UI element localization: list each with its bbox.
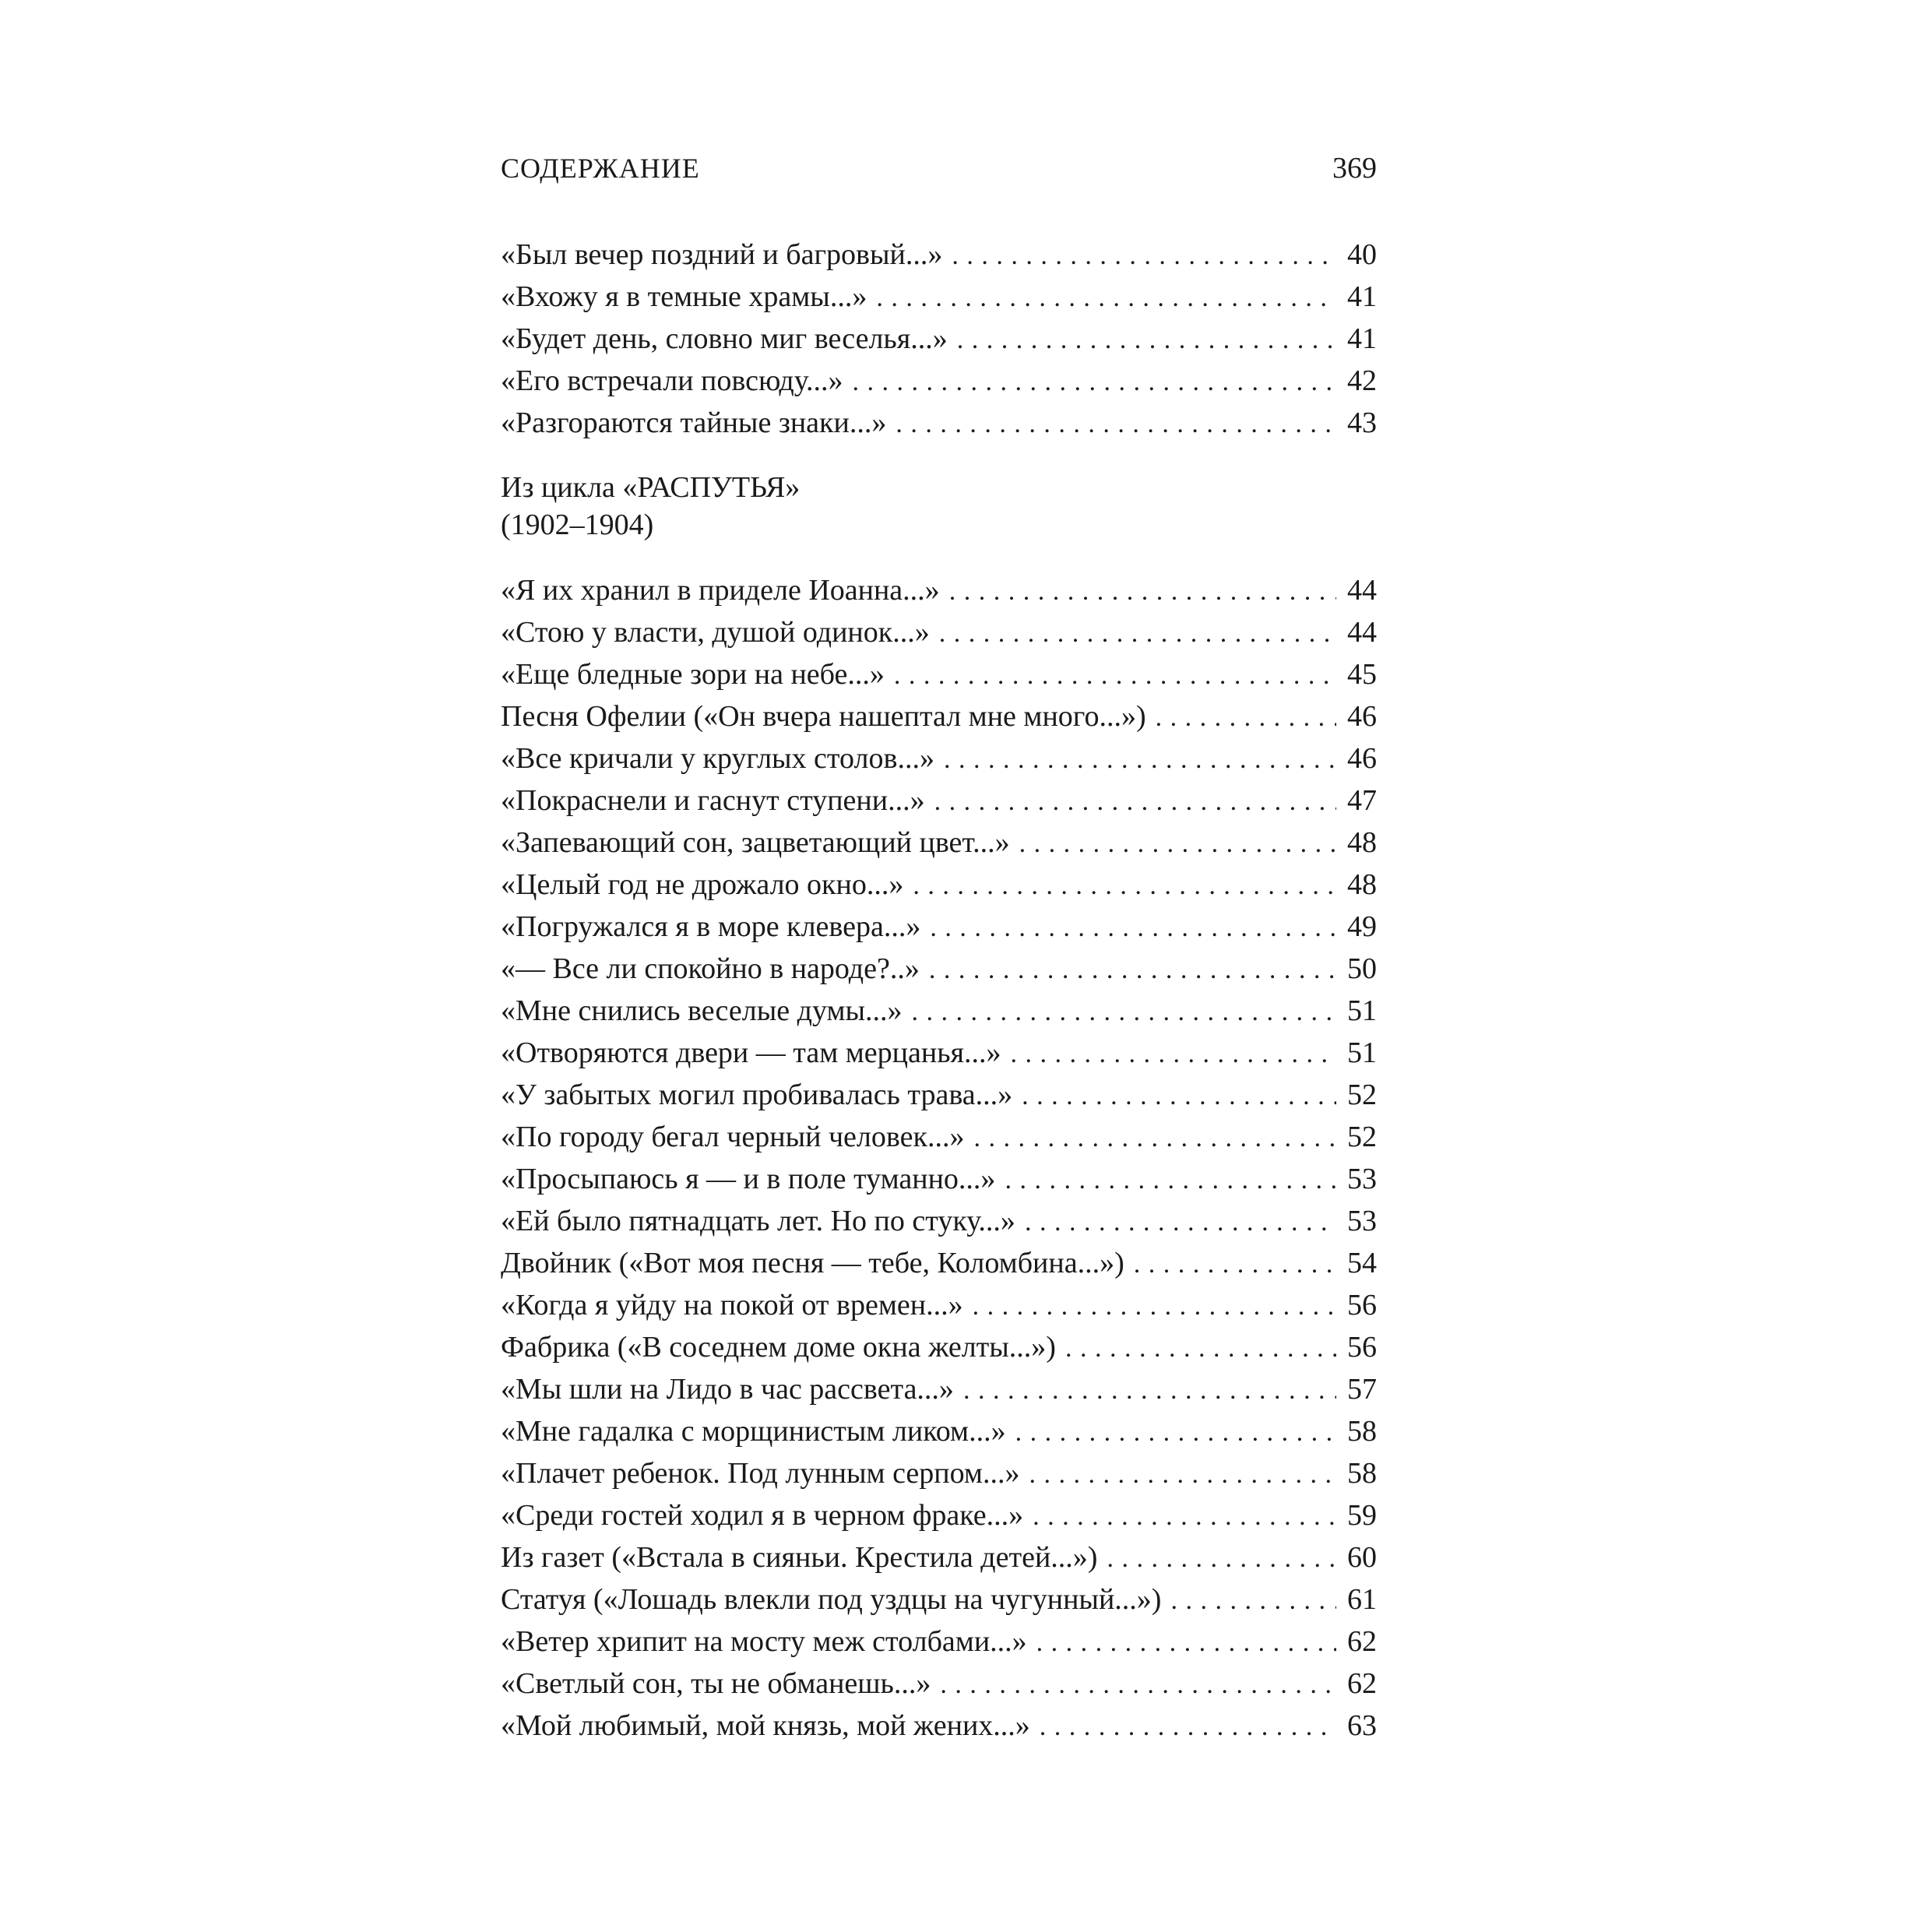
toc-entry: [501, 1074, 1377, 1116]
toc-entry: [501, 864, 1377, 906]
entry-title: «Среди гостей ходил я в черном фраке...»: [501, 1499, 1024, 1532]
section-years: (1902–1904): [501, 509, 654, 541]
dot-leader: [934, 781, 1336, 823]
toc-entry: [501, 360, 1377, 402]
toc-entry: [501, 1158, 1377, 1200]
entry-page-number: 47: [1347, 784, 1377, 817]
entry-page-number: 52: [1347, 1121, 1377, 1153]
toc-entry: [501, 1116, 1377, 1158]
toc-entry: [501, 906, 1377, 948]
entry-title: «Ветер хрипит на мосту меж столбами...»: [501, 1625, 1027, 1658]
dot-leader: [894, 655, 1336, 697]
entry-page-number: 54: [1347, 1247, 1377, 1279]
entry-title: Песня Офелии («Он вчера нашептал мне много...»): [501, 700, 1146, 733]
entry-page-number: 48: [1347, 826, 1377, 859]
entry-title: «Мой любимый, мой князь, мой жених...»: [501, 1709, 1030, 1742]
page-header: [501, 146, 1377, 190]
entry-page-number: 58: [1347, 1415, 1377, 1448]
entry-page-number: 41: [1347, 280, 1377, 313]
toc-entry: [501, 737, 1377, 779]
entry-page-number: 43: [1347, 406, 1377, 439]
entry-page-number: 53: [1347, 1205, 1377, 1237]
entry-title: «Целый год не дрожало окно...»: [501, 868, 904, 901]
dot-leader: [852, 361, 1336, 403]
toc-entry: [501, 611, 1377, 653]
entry-page-number: 56: [1347, 1331, 1377, 1364]
entry-title: «Просыпаюсь я — и в поле туманно...»: [501, 1163, 996, 1195]
entry-page-number: 62: [1347, 1667, 1377, 1700]
entry-page-number: 50: [1347, 952, 1377, 985]
toc-entry: [501, 1242, 1377, 1284]
toc-entry: [501, 1536, 1377, 1578]
dot-leader: [1134, 1244, 1336, 1286]
entry-page-number: 56: [1347, 1289, 1377, 1321]
entry-page-number: 61: [1347, 1583, 1377, 1616]
dot-leader: [913, 865, 1336, 907]
entry-title: «Запевающий сон, зацветающий цвет...»: [501, 826, 1010, 859]
entry-page-number: 53: [1347, 1163, 1377, 1195]
entry-title: Из газет («Встала в сияньи. Крестила детей...»): [501, 1541, 1098, 1574]
dot-leader: [1025, 1202, 1336, 1244]
dot-leader: [896, 403, 1336, 445]
entry-title: Фабрика («В соседнем доме окна желты...»): [501, 1331, 1056, 1364]
entry-page-number: 62: [1347, 1625, 1377, 1658]
dot-leader: [1033, 1496, 1336, 1538]
toc-entry: [501, 1032, 1377, 1074]
entry-title: «У забытых могил пробивалась трава...»: [501, 1079, 1013, 1111]
toc-entry: [501, 990, 1377, 1032]
entry-title: «Разгораются тайные знаки...»: [501, 406, 887, 439]
entry-title: «Мне гадалка с морщинистым ликом...»: [501, 1415, 1006, 1448]
entry-title: «Стою у власти, душой одинок...»: [501, 616, 930, 649]
entry-title: Двойник («Вот моя песня — тебе, Коломбина...»): [501, 1247, 1124, 1279]
entry-title: «Мне снились веселые думы...»: [501, 994, 903, 1027]
entry-title: «По городу бегал черный человек...»: [501, 1121, 965, 1153]
entry-title: «Ей было пятнадцать лет. Но по стуку...»: [501, 1205, 1015, 1237]
toc-group-2: [501, 569, 1377, 1747]
dot-leader: [1005, 1160, 1336, 1202]
dot-leader: [963, 1370, 1336, 1412]
toc-entry: [501, 1200, 1377, 1242]
entry-page-number: 60: [1347, 1541, 1377, 1574]
toc-entry: [501, 948, 1377, 990]
toc-entry: [501, 1452, 1377, 1494]
section-title: Из цикла «РАСПУТЬЯ»: [501, 471, 801, 504]
toc-entry: [501, 1368, 1377, 1410]
dot-leader: [1156, 697, 1336, 739]
toc-entry: [501, 569, 1377, 611]
dot-leader: [1022, 1075, 1336, 1117]
dot-leader: [930, 907, 1336, 949]
entry-title: «Был вечер поздний и багровый...»: [501, 238, 943, 271]
dot-leader: [912, 991, 1336, 1033]
entry-title: Статуя («Лошадь влекли под уздцы на чугунный...»): [501, 1583, 1162, 1616]
entry-title: «Когда я уйду на покой от времен...»: [501, 1289, 963, 1321]
entry-title: «Его встречали повсюду...»: [501, 364, 843, 397]
entry-title: «Я их хранил в приделе Иоанна...»: [501, 574, 940, 607]
entry-title: «Покраснели и гаснут ступени...»: [501, 784, 925, 817]
entry-title: «Светлый сон, ты не обманешь...»: [501, 1667, 931, 1700]
dot-leader: [1036, 1622, 1336, 1664]
entry-page-number: 46: [1347, 700, 1377, 733]
entry-title: «Еще бледные зори на небе...»: [501, 658, 885, 691]
dot-leader: [1107, 1538, 1336, 1580]
entry-page-number: 48: [1347, 868, 1377, 901]
dot-leader: [940, 1664, 1336, 1706]
toc-entry: [501, 1705, 1377, 1747]
dot-leader: [973, 1117, 1336, 1160]
toc-entry: [501, 1663, 1377, 1705]
entry-page-number: 52: [1347, 1079, 1377, 1111]
toc-entry: [501, 822, 1377, 864]
dot-leader: [1170, 1580, 1336, 1622]
dot-leader: [1029, 1454, 1336, 1496]
toc-entry: [501, 276, 1377, 318]
toc-entry: [501, 1621, 1377, 1663]
entry-title: «Отворяются двери — там мерцанья...»: [501, 1036, 1001, 1069]
entry-page-number: 42: [1347, 364, 1377, 397]
dot-leader: [876, 277, 1336, 319]
toc-entry: [501, 402, 1377, 444]
entry-page-number: 57: [1347, 1373, 1377, 1406]
toc-group-1: [501, 234, 1377, 444]
entry-page-number: 59: [1347, 1499, 1377, 1532]
entry-page-number: 40: [1347, 238, 1377, 271]
toc-entry: [501, 653, 1377, 695]
entry-page-number: 49: [1347, 910, 1377, 943]
entry-page-number: 46: [1347, 742, 1377, 775]
dot-leader: [944, 739, 1336, 781]
entry-page-number: 51: [1347, 1036, 1377, 1069]
running-head: СОДЕРЖАНИЕ: [501, 153, 700, 184]
entry-title: «Все кричали у круглых столов...»: [501, 742, 934, 775]
dot-leader: [949, 571, 1336, 613]
entry-title: «Погружался я в море клевера...»: [501, 910, 921, 943]
entry-title: «Мы шли на Лидо в час рассвета...»: [501, 1373, 954, 1406]
section-heading: [501, 469, 800, 544]
toc-entry: [501, 1326, 1377, 1368]
dot-leader: [1019, 823, 1336, 865]
dot-leader: [929, 949, 1336, 991]
entry-title: «— Все ли спокойно в народе?..»: [501, 952, 920, 985]
entry-page-number: 41: [1347, 322, 1377, 355]
entry-page-number: 51: [1347, 994, 1377, 1027]
entry-page-number: 45: [1347, 658, 1377, 691]
entry-page-number: 44: [1347, 616, 1377, 649]
toc-entry: [501, 1578, 1377, 1621]
toc-entry: [501, 1410, 1377, 1452]
entry-title: «Вхожу я в темные храмы...»: [501, 280, 867, 313]
dot-leader: [973, 1286, 1336, 1328]
dot-leader: [1015, 1412, 1336, 1454]
toc-entry: [501, 779, 1377, 822]
toc-entry: [501, 318, 1377, 360]
dot-leader: [1011, 1033, 1336, 1075]
dot-leader: [939, 613, 1336, 655]
dot-leader: [952, 235, 1336, 277]
dot-leader: [1065, 1328, 1336, 1370]
toc-entry: [501, 695, 1377, 737]
toc-entry: [501, 1494, 1377, 1536]
entry-page-number: 58: [1347, 1457, 1377, 1490]
entry-page-number: 44: [1347, 574, 1377, 607]
entry-page-number: 63: [1347, 1709, 1377, 1742]
entry-title: «Будет день, словно миг веселья...»: [501, 322, 948, 355]
entry-title: «Плачет ребенок. Под лунным серпом...»: [501, 1457, 1020, 1490]
dot-leader: [957, 319, 1336, 361]
toc-entry: [501, 1284, 1377, 1326]
page-number: 369: [1332, 152, 1377, 185]
dot-leader: [1040, 1706, 1336, 1748]
toc-entry: [501, 234, 1377, 276]
